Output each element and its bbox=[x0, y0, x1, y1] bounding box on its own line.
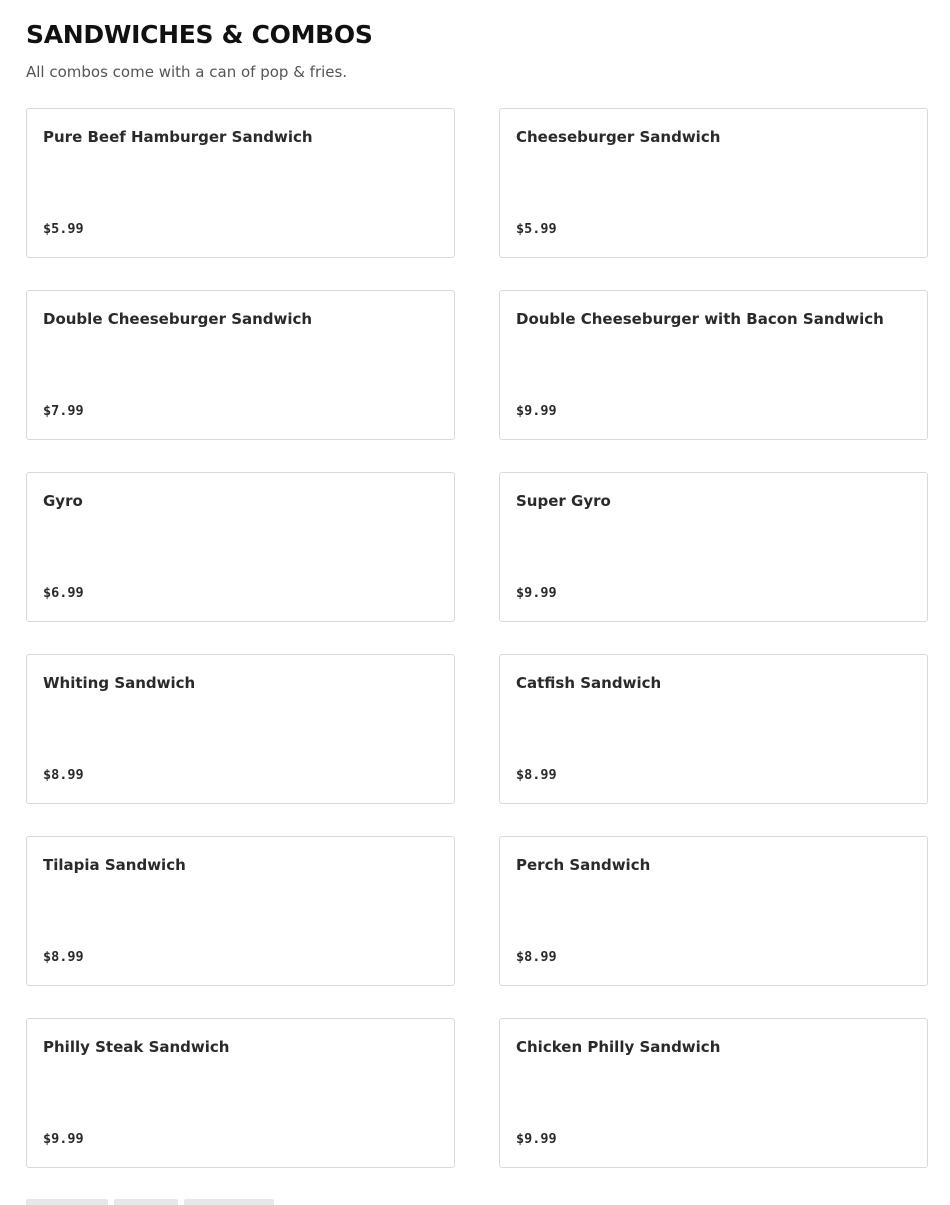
menu-item-price: $9.99 bbox=[516, 585, 557, 601]
menu-item-name: Tilapia Sandwich bbox=[43, 856, 186, 874]
menu-item-card[interactable] bbox=[499, 290, 928, 440]
section-description: All combos come with a can of pop & fries. bbox=[26, 63, 348, 81]
menu-item-price: $8.99 bbox=[43, 767, 84, 783]
menu-item-card[interactable] bbox=[26, 1018, 455, 1168]
menu-item-name: Chicken Philly Sandwich bbox=[516, 1038, 721, 1056]
menu-item-card[interactable] bbox=[499, 472, 928, 622]
cutoff-text-fragment bbox=[184, 1199, 274, 1205]
menu-item-card[interactable] bbox=[499, 1018, 928, 1168]
menu-item-name: Super Gyro bbox=[516, 492, 611, 510]
menu-item-card[interactable] bbox=[499, 836, 928, 986]
menu-item-name: Philly Steak Sandwich bbox=[43, 1038, 230, 1056]
menu-item-price: $8.99 bbox=[516, 949, 557, 965]
cutoff-text-fragment bbox=[114, 1199, 178, 1205]
menu-item-price: $8.99 bbox=[516, 767, 557, 783]
menu-item-card[interactable] bbox=[26, 108, 455, 258]
menu-item-price: $5.99 bbox=[516, 221, 557, 237]
menu-item-price: $9.99 bbox=[43, 1131, 84, 1147]
menu-item-name: Double Cheeseburger with Bacon Sandwich bbox=[516, 310, 884, 328]
menu-item-name: Double Cheeseburger Sandwich bbox=[43, 310, 313, 328]
menu-item-price: $6.99 bbox=[43, 585, 84, 601]
menu-item-card[interactable] bbox=[26, 836, 455, 986]
menu-item-name: Cheeseburger Sandwich bbox=[516, 128, 721, 146]
menu-item-name: Catfish Sandwich bbox=[516, 674, 662, 692]
menu-item-grid bbox=[26, 108, 928, 1168]
menu-item-card[interactable] bbox=[26, 290, 455, 440]
menu-item-name: Pure Beef Hamburger Sandwich bbox=[43, 128, 313, 146]
next-section-heading-cutoff bbox=[26, 1199, 286, 1205]
menu-item-price: $5.99 bbox=[43, 221, 84, 237]
menu-item-price: $8.99 bbox=[43, 949, 84, 965]
menu-item-name: Gyro bbox=[43, 492, 83, 510]
cutoff-text-fragment bbox=[26, 1199, 108, 1205]
menu-item-price: $7.99 bbox=[43, 403, 84, 419]
menu-item-price: $9.99 bbox=[516, 1131, 557, 1147]
menu-item-card[interactable] bbox=[499, 108, 928, 258]
menu-item-card[interactable] bbox=[26, 654, 455, 804]
menu-item-price: $9.99 bbox=[516, 403, 557, 419]
menu-item-card[interactable] bbox=[26, 472, 455, 622]
menu-item-name: Perch Sandwich bbox=[516, 856, 651, 874]
menu-item-card[interactable] bbox=[499, 654, 928, 804]
menu-item-name: Whiting Sandwich bbox=[43, 674, 196, 692]
section-title: SANDWICHES & COMBOS bbox=[26, 20, 373, 49]
